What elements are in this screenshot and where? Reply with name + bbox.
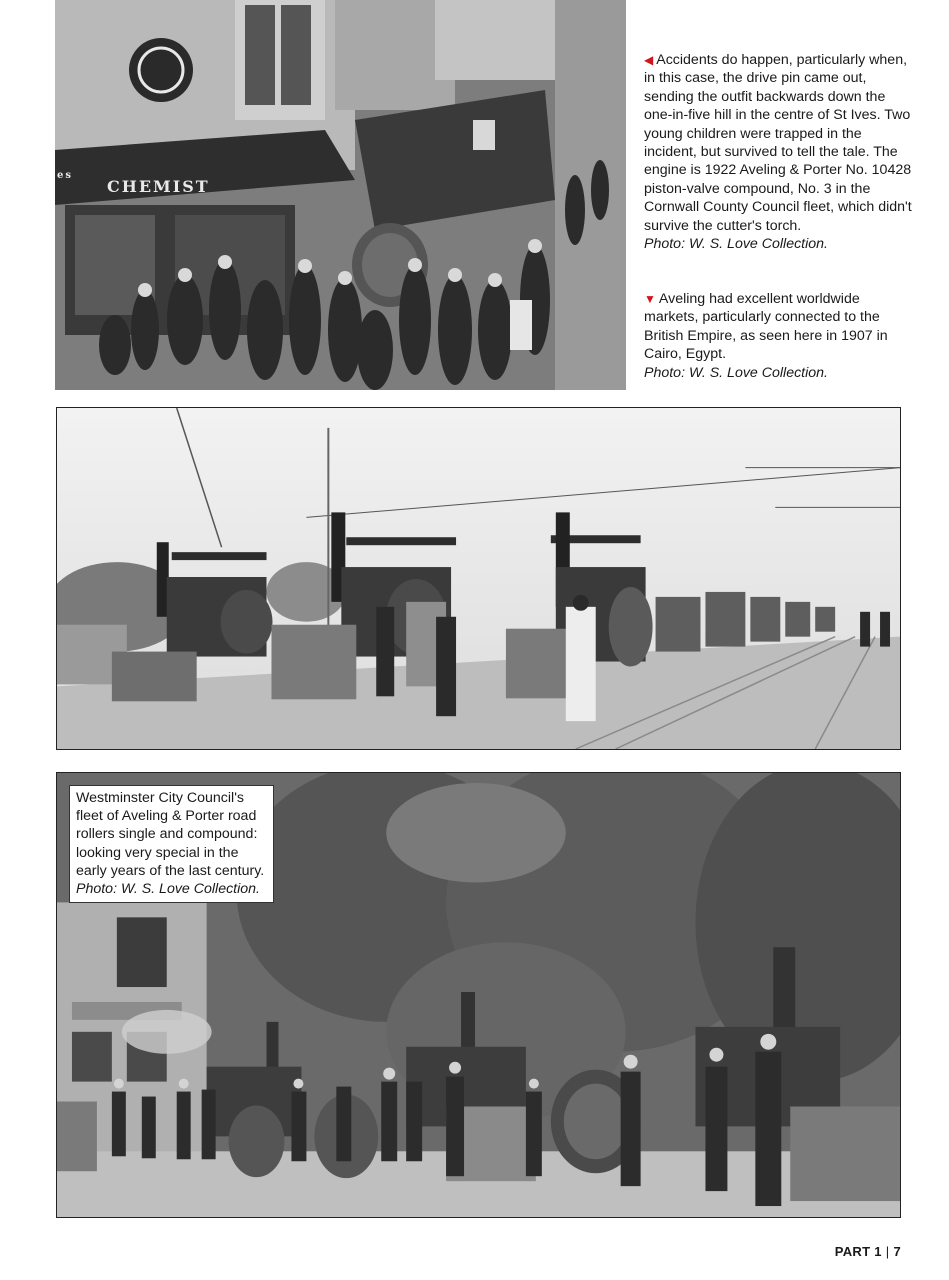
caption-cairo-text: Aveling had excellent worldwide markets, particularly connected to the British Empire, as seen here in 1907 in Cairo, Egypt.	[644, 291, 888, 363]
accident-photo-illustration	[55, 0, 626, 390]
caption-westminster-text: Westminster City Council's fleet of Aveling & Porter road rollers single and compound: looking very special in the early years of the last century.	[76, 790, 265, 879]
caption-westminster-credit: Photo: W. S. Love Collection.	[76, 881, 261, 898]
shop-sign-chemist: CHEMIST	[107, 177, 210, 196]
left-arrow-icon: ◀	[644, 53, 654, 67]
folio-page-number: 7	[893, 1244, 901, 1259]
caption-cairo-credit: Photo: W. S. Love Collection.	[644, 364, 829, 381]
shop-sign-partial: es	[57, 170, 73, 181]
caption-st-ives-accident	[644, 51, 914, 253]
folio-part: PART 1	[834, 1244, 882, 1259]
down-arrow-icon: ▼	[644, 292, 656, 306]
page-folio: PART 1 | 7	[834, 1244, 901, 1259]
photo-cairo-rollers	[56, 407, 901, 750]
cairo-photo-illustration	[57, 408, 900, 749]
caption-accident-text: Accidents do happen, particularly when, in this case, the drive pin came out, sending the outfit backwards down the one-in-five hill in the centre of St Ives. Two young children were trapped in the incident, but survived to tell the tale. The engine is 1922 Aveling & Porter No. 10428 piston-valve compound, No. 3 in the Cornwall County Council fleet, which didn't survive the cutter's torch.	[644, 52, 912, 234]
caption-westminster-box	[69, 785, 274, 903]
photo-st-ives-accident	[55, 0, 626, 390]
caption-cairo	[644, 290, 914, 382]
caption-accident-credit: Photo: W. S. Love Collection.	[644, 236, 829, 253]
